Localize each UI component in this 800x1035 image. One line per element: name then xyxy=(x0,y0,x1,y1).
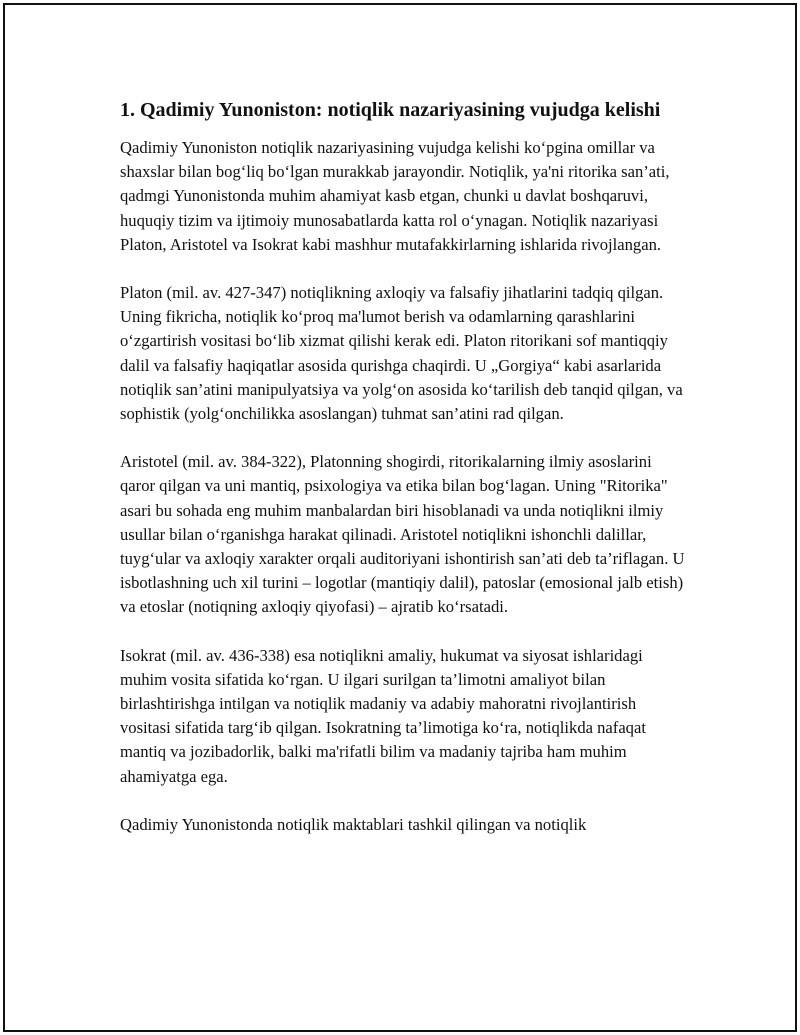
document-body xyxy=(120,97,690,861)
paragraph-intro: Qadimiy Yunoniston notiqlik nazariyasining vujudga kelishi ko‘pgina omillar va shaxslar bilan bog‘liq bo‘lgan murakkab jarayondir. Notiqlik, ya'ni ritorika san’ati, qadmgi Yunonistonda muhim ahamiyat kasb etgan, chunki u davlat boshqaruvi, huquqiy tizim va ijtimoiy munosabatlarda katta rol o‘ynagan. Notiqlik nazariyasi Platon, Aristotel va Isokrat kabi mashhur mutafakkirlarning ishlarida rivojlangan. xyxy=(120,138,670,254)
document-page xyxy=(3,3,797,1032)
paragraph-maktablar: Qadimiy Yunonistonda notiqlik maktablari tashkil qilingan va notiqlik xyxy=(120,814,587,834)
section-heading: 1. Qadimiy Yunoniston: notiqlik nazariyasining vujudga kelishi xyxy=(120,99,661,121)
paragraph-isokrat: Isokrat (mil. av. 436-338) esa notiqlikni amaliy, hukumat va siyosat ishlaridagi muhim vosita sifatida ko‘rgan. U ilgari surilgan ta’limotni amaliyot bilan birlashtirishga intilgan va notiqlik madaniy va adabiy mahoratni rivojlantirish vositasi sifatida targ‘ib qilgan. Isokratning ta’limotiga ko‘ra, notiqlikda nafaqat mantiq va jozibadorlik, balki ma'rifatli bilim va madaniy tajriba ham muhim ahamiyatga ega. xyxy=(120,645,646,786)
paragraph-aristotel: Aristotel (mil. av. 384-322), Platonning shogirdi, ritorikalarning ilmiy asoslarini qaror qilgan va uni mantiq, psixologiya va etika bilan bog‘lagan. Uning "Ritorika" asari bu sohada eng muhim manbalardan biri hisoblanadi va unda notiqlikni ilmiy usullar bilan o‘rganishga harakat qilinadi. Aristotel notiqlikni ishonchli dalillar, tuyg‘ular va axloqiy xarakter orqali auditoriyani ishontirish san’ati deb ta’riflagan. U isbotlashning uch xil turini – logotlar (mantiqiy dalil), patoslar (emosional jalb etish) va etoslar (notiqning axloqiy qiyofasi) – ajratib ko‘rsatadi. xyxy=(120,452,685,617)
paragraph-platon: Platon (mil. av. 427-347) notiqlikning axloqiy va falsafiy jihatlarini tadqiq qilgan. Uning fikricha, notiqlik ko‘proq ma'lumot berish va odamlarning qarashlarini o‘zgartirish vositasi bo‘lib xizmat qilishi kerak edi. Platon ritorikani sof mantiqqiy dalil va falsafiy haqiqatlar asosida qurishga chaqirdi. U „Gorgiya“ kabi asarlarida notiqlik san’atini manipulyatsiya va yolg‘on asosida ko‘tarilish deb tanqid qilgan, va sophistik (yolg‘onchilikka asoslangan) tuhmat san’atini rad qilgan. xyxy=(120,283,683,424)
